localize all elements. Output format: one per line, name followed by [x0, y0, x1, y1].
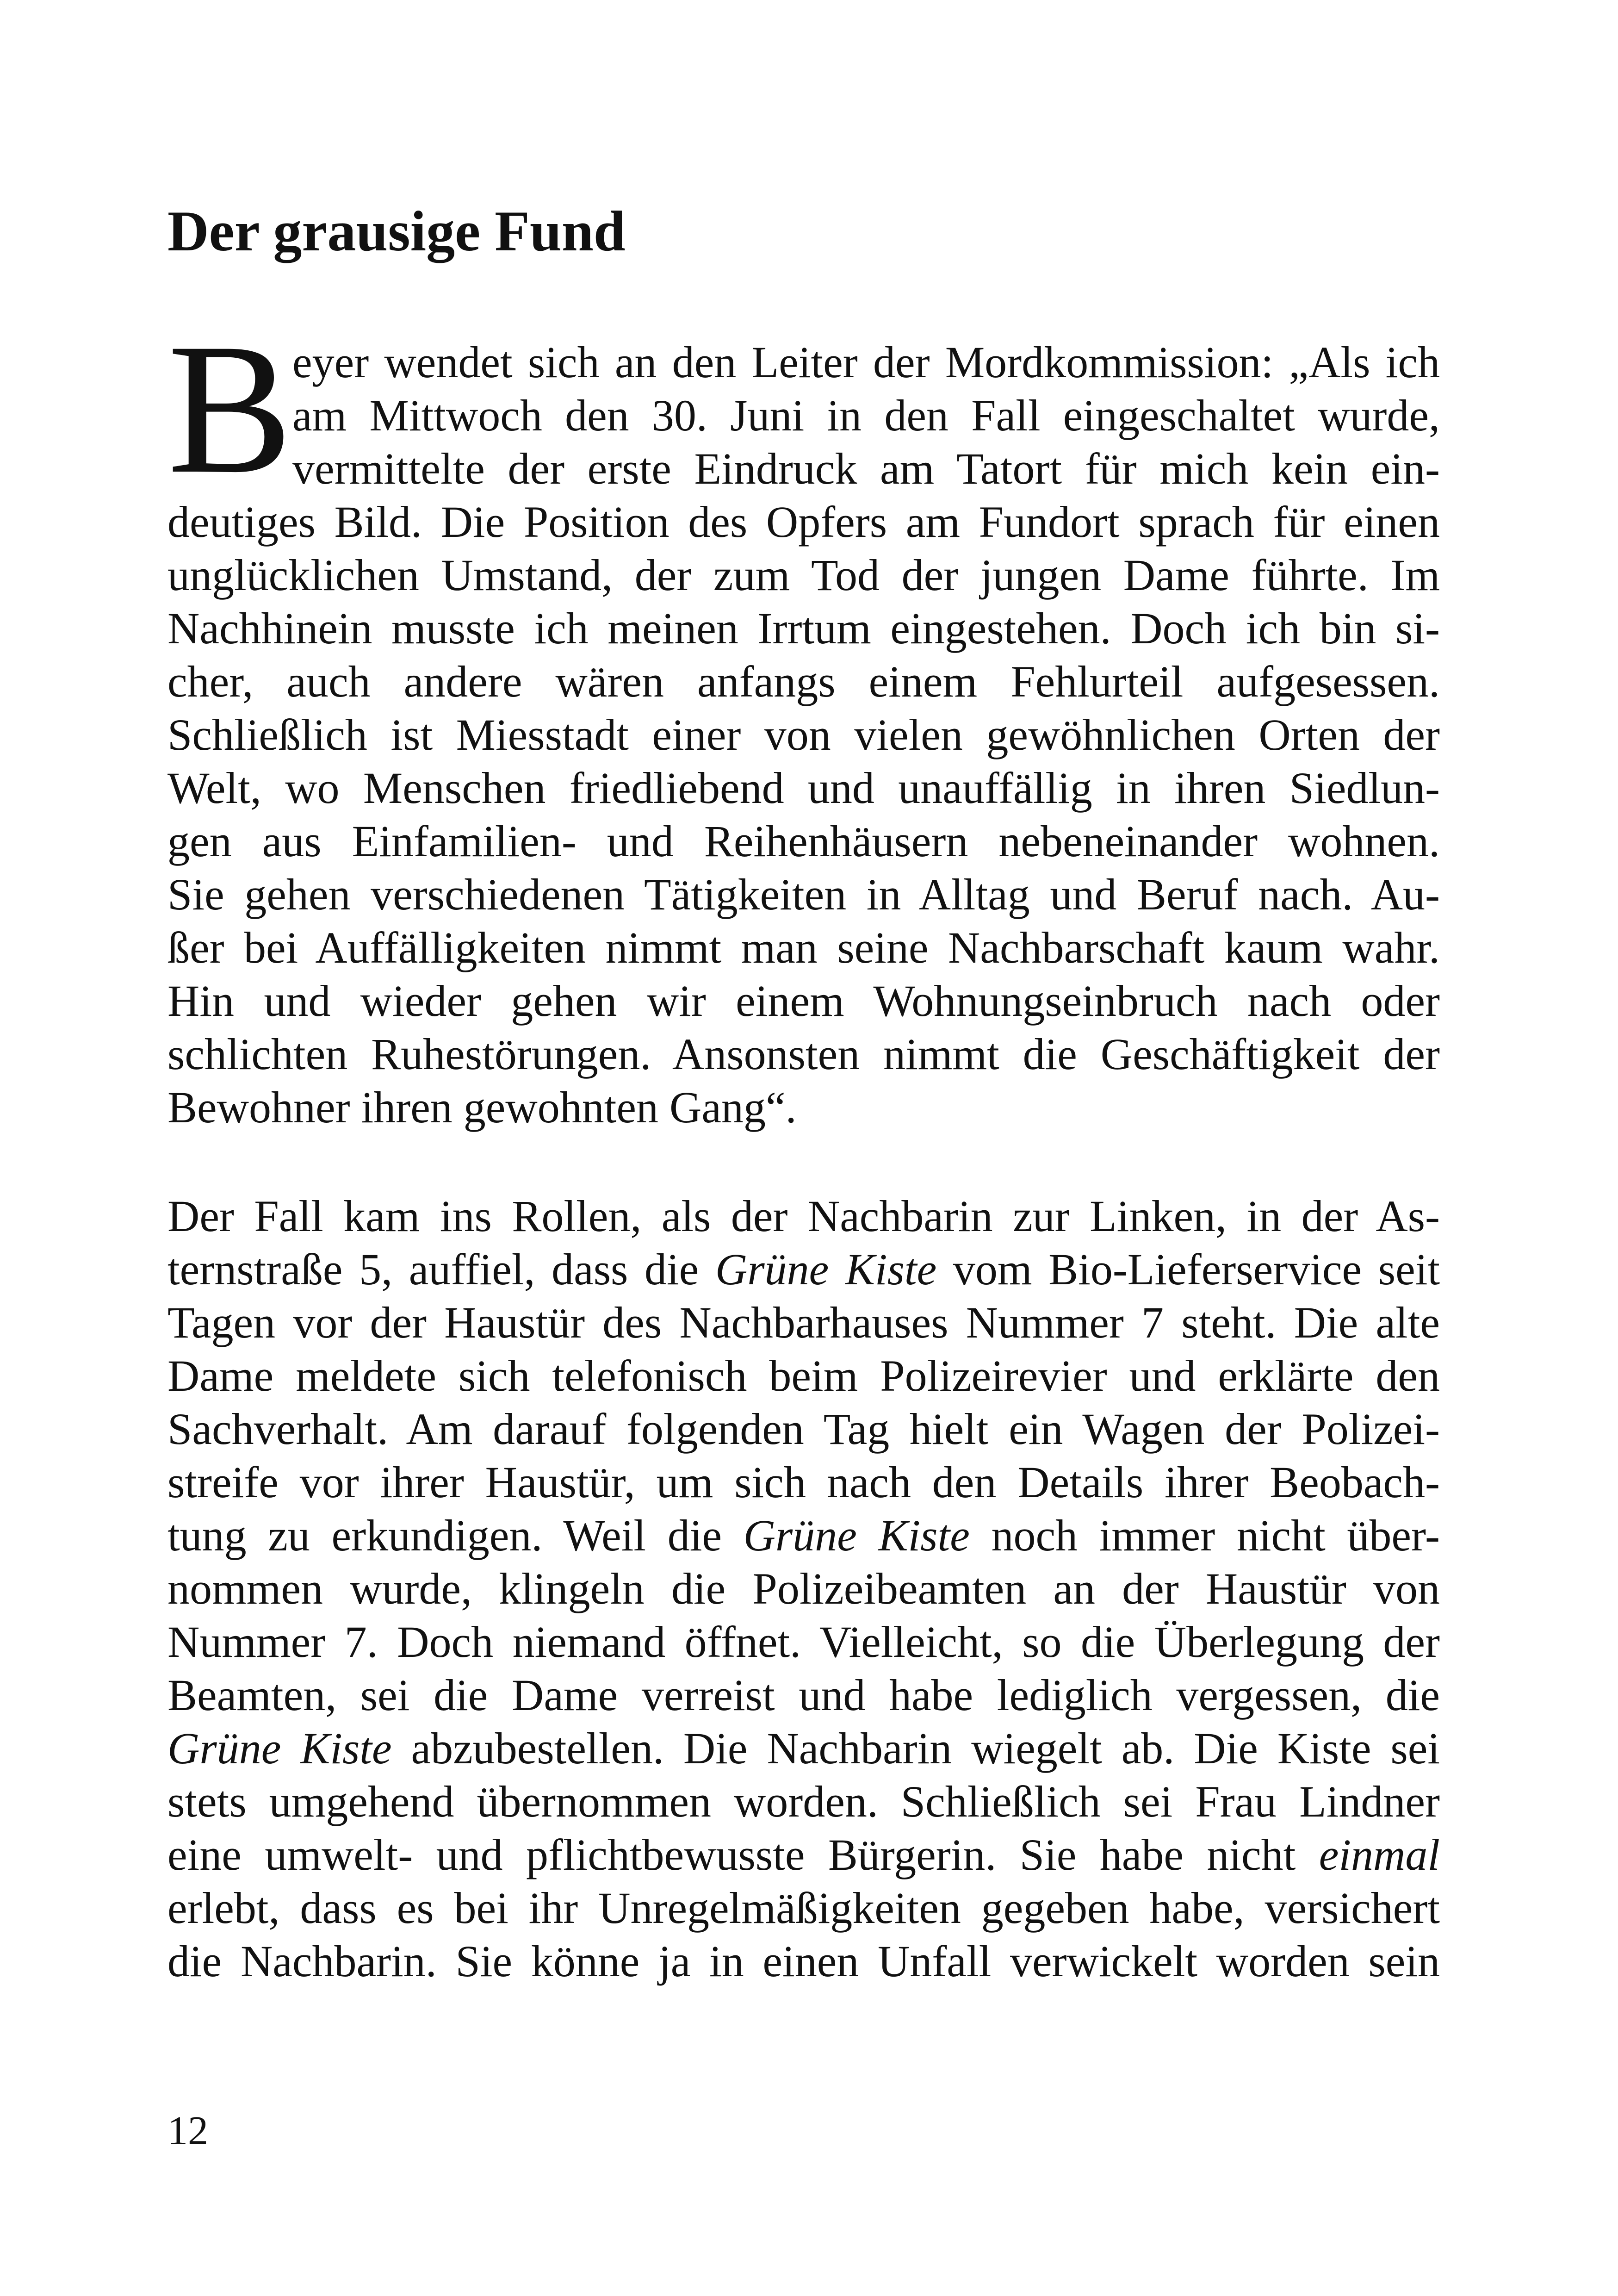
text-line: Tagen vor der Haustür des Nachbarhauses Nummer 7 steht. Die alte: [167, 1298, 1440, 1347]
text-line: Welt, wo Menschen friedliebend und unauffällig in ihren Siedlun-: [167, 763, 1440, 813]
paragraph-intro: [167, 336, 1440, 1134]
text-line: stets umgehend übernommen worden. Schließlich sei Frau Lindner: [167, 1777, 1440, 1826]
text-line: Schließlich ist Miesstadt einer von vielen gewöhnlichen Orten der: [167, 710, 1440, 759]
italic-product-name: Grüne Kiste: [715, 1244, 937, 1294]
paragraph-case: [167, 1189, 1440, 1988]
text-line: eyer wendet sich an den Leiter der Mordkommission: „Als ich: [292, 337, 1440, 387]
text-line: Hin und wieder gehen wir einem Wohnungseinbruch nach oder: [167, 976, 1440, 1026]
text-line: Bewohner ihren gewohnten Gang“.: [167, 1083, 797, 1132]
text-line: nommen wurde, klingeln die Polizeibeamten an der Haustür von: [167, 1564, 1440, 1613]
text-line: [167, 1243, 1440, 1296]
text-line: Nummer 7. Doch niemand öffnet. Vielleicht, so die Überlegung der: [167, 1617, 1440, 1667]
text-line: [167, 1509, 1440, 1562]
text-line: Dame meldete sich telefonisch beim Polizeirevier und erklärte den: [167, 1351, 1440, 1400]
drop-cap-letter: B: [167, 305, 293, 512]
text-line: vermittelte der erste Eindruck am Tatort für mich kein ein-: [292, 444, 1440, 493]
text-line: ßer bei Auffälligkeiten nimmt man seine Nachbarschaft kaum wahr.: [167, 923, 1440, 972]
text-line: unglücklichen Umstand, der zum Tod der jungen Dame führte. Im: [167, 550, 1440, 600]
text-line: streife vor ihrer Haustür, um sich nach den Details ihrer Beobach-: [167, 1457, 1440, 1507]
text-segment: eine umwelt- und pflichtbewusste Bürgerin. Sie habe nicht: [167, 1830, 1296, 1879]
text-line: die Nachbarin. Sie könne ja in einen Unfall verwickelt worden sein: [167, 1936, 1440, 1986]
text-line: Nachhinein musste ich meinen Irrtum eingestehen. Doch ich bin si-: [167, 604, 1440, 653]
text-segment: abzubestellen. Die Nachbarin wiegelt ab. Die Kiste sei: [411, 1724, 1440, 1773]
text-line: Sachverhalt. Am darauf folgenden Tag hielt ein Wagen der Polizei-: [167, 1404, 1440, 1454]
page-number: 12: [167, 2109, 208, 2153]
text-line: erlebt, dass es bei ihr Unregelmäßigkeiten gegeben habe, versichert: [167, 1883, 1440, 1933]
text-line: deutiges Bild. Die Position des Opfers am Fundort sprach für einen: [167, 497, 1440, 547]
text-line: cher, auch andere wären anfangs einem Fehlurteil aufgesessen.: [167, 657, 1440, 706]
text-segment: noch immer nicht über-: [991, 1511, 1440, 1560]
italic-product-name: Grüne Kiste: [167, 1724, 392, 1773]
text-line: am Mittwoch den 30. Juni in den Fall eingeschaltet wurde,: [292, 391, 1440, 440]
text-line: schlichten Ruhestörungen. Ansonsten nimmt die Geschäftigkeit der: [167, 1029, 1440, 1079]
text-line: gen aus Einfamilien- und Reihenhäusern nebeneinander wohnen.: [167, 816, 1440, 866]
text-line: [167, 1828, 1440, 1881]
text-line: [167, 1722, 1440, 1775]
text-line: Der Fall kam ins Rollen, als der Nachbarin zur Linken, in der As-: [167, 1191, 1440, 1241]
italic-product-name: Grüne Kiste: [743, 1511, 970, 1560]
italic-emphasis: einmal: [1319, 1830, 1440, 1879]
text-segment: ternstraße 5, auffiel, dass die: [167, 1244, 699, 1294]
text-line: Sie gehen verschiedenen Tätigkeiten in Alltag und Beruf nach. Au-: [167, 870, 1440, 919]
text-segment: tung zu erkundigen. Weil die: [167, 1511, 722, 1560]
chapter-title: Der grausige Fund: [167, 199, 626, 263]
text-segment: vom Bio-Lieferservice seit: [953, 1244, 1440, 1294]
text-line: Beamten, sei die Dame verreist und habe lediglich vergessen, die: [167, 1670, 1440, 1720]
